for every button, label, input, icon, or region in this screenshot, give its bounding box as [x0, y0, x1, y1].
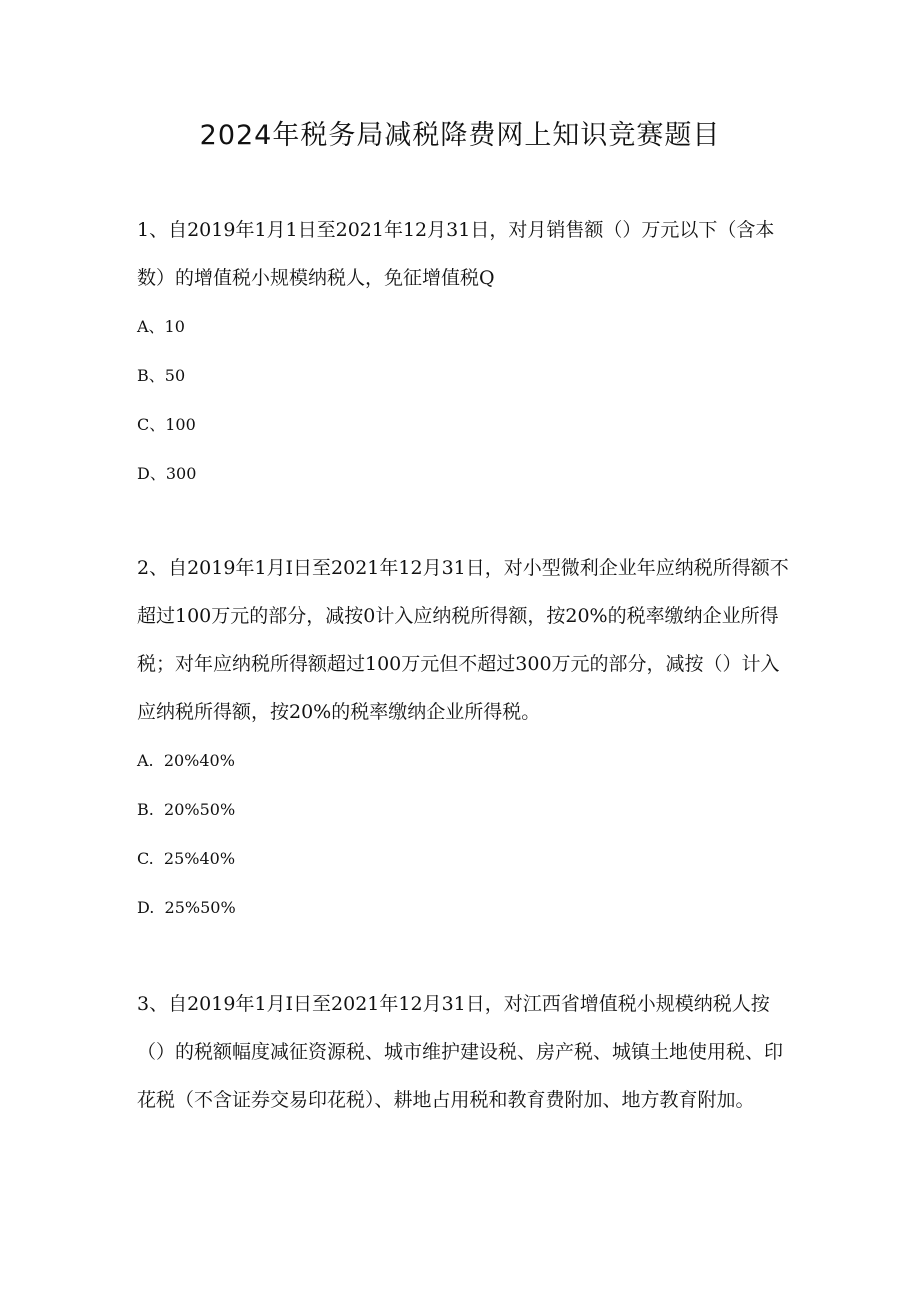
option-a[interactable]: A、10	[137, 317, 185, 336]
option-b[interactable]: B. 20%50%	[137, 800, 236, 819]
question-1	[137, 206, 797, 498]
document-title: 2024年税务局减税降费网上知识竞赛题目	[199, 120, 721, 151]
question-2	[137, 544, 797, 932]
question-3	[137, 980, 797, 1124]
question-text: 2、自2019年1月I日至2021年12月31日，对小型微利企业年应纳税所得额不超过100万元的部分，减按0计入应纳税所得额，按20%的税率缴纳企业所得税；对年应纳税所得额超过100万元但不超过300万元的部分，减按（）计入应纳税所得额，按20%的税率缴纳企业所得税。	[137, 557, 789, 723]
option-c[interactable]: C、100	[137, 415, 196, 434]
option-list	[137, 736, 797, 932]
question-text: 3、自2019年1月I日至2021年12月31日，对江西省增值税小规模纳税人按（）的税额幅度减征资源税、城市维护建设税、房产税、城镇土地使用税、印花税（不含证券交易印花税）、耕地占用税和教育费附加、地方教育附加。	[137, 993, 784, 1111]
option-c[interactable]: C. 25%40%	[137, 849, 236, 868]
option-a[interactable]: A. 20%40%	[137, 751, 235, 770]
option-d[interactable]: D. 25%50%	[137, 898, 236, 917]
option-b[interactable]: B、50	[137, 366, 186, 385]
option-d[interactable]: D、300	[137, 464, 197, 483]
option-list	[137, 302, 797, 498]
question-text: 1、自2019年1月1日至2021年12月31日，对月销售额（）万元以下（含本数）的增值税小规模纳税人，免征增值税Q	[137, 219, 775, 289]
